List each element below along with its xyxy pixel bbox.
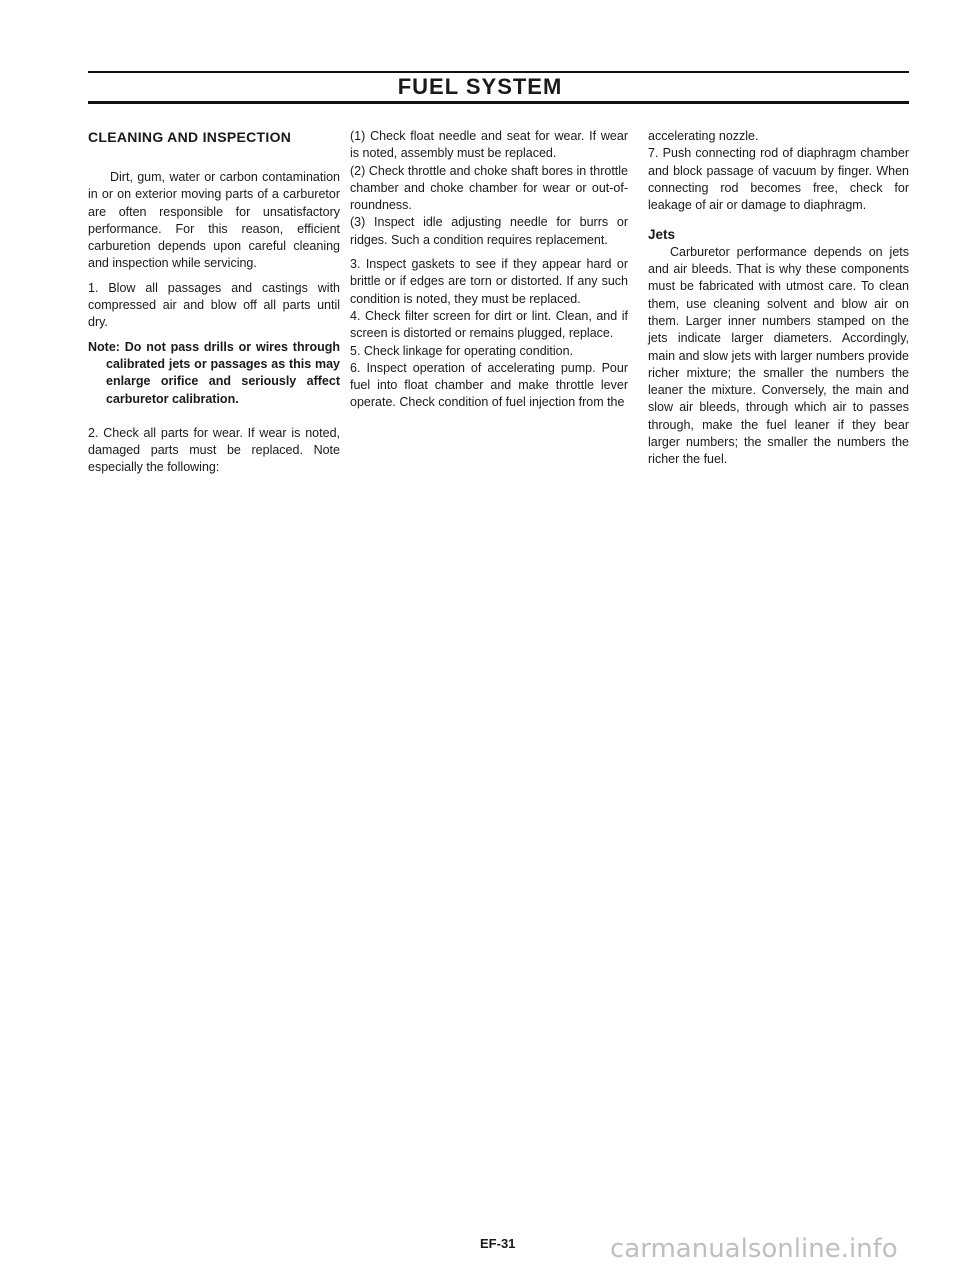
- note-paragraph: Note: Do not pass drills or wires through calibrated jets or passages as this may enlarge orifice and seriously affect carburetor calibration.: [88, 339, 340, 406]
- right-column: [648, 128, 909, 469]
- item-3: (3) Inspect idle adjusting needle for burrs or ridges. Such a condition requires replacement.: [350, 215, 628, 247]
- continued-text: accelerating nozzle.: [648, 129, 759, 143]
- step-5: 5. Check linkage for operating condition.: [350, 343, 574, 358]
- step-1: 1. Blow all passages and castings with compressed air and blow off all parts until dry.: [88, 280, 340, 330]
- step-7: 7. Push connecting rod of diaphragm chamber and block passage of vacuum by finger. When connecting rod becomes free, check for leakage of air or damage to diaphragm.: [648, 146, 909, 213]
- item-1: (1) Check float needle and seat for wear. If wear is noted, assembly must be replaced.: [350, 129, 628, 161]
- page-number: EF-31: [480, 1236, 516, 1251]
- jets-subheading: Jets: [648, 227, 676, 243]
- step-6: 6. Inspect operation of accelerating pump. Pour fuel into float chamber and make throttle lever operate. Check condition of fuel injection from the: [350, 360, 628, 410]
- page-title: FUEL SYSTEM: [397, 74, 563, 99]
- item-2: (2) Check throttle and choke shaft bores in throttle chamber and choke chamber for wear or out-of-roundness.: [350, 163, 628, 213]
- watermark: carmanualsonline.info: [610, 1234, 898, 1264]
- left-column: [88, 128, 340, 477]
- step-4: 4. Check filter screen for dirt or lint. Clean, and if screen is distorted or remains plugged, replace.: [350, 308, 628, 341]
- header-rule-bottom: [88, 101, 909, 104]
- middle-column: [350, 128, 628, 412]
- jets-paragraph: Carburetor performance depends on jets and air bleeds. That is why these components must be fabricated with utmost care. To clean them, use cleaning solvent and blow air on them. Larger inner numbers stamped on the jets indicate larger diameters. Accordingly, main and slow jets with larger numbers provide richer mixture; the smaller the numbers the leaner the mixture. Conversely, the main and slow air bleeds, through which air to passes through, make the fuel leaner if they bear larger numbers; the smaller the numbers the richer the fuel.: [648, 244, 909, 467]
- section-heading: CLEANING AND INSPECTION: [88, 129, 292, 145]
- step-2: 2. Check all parts for wear. If wear is noted, damaged parts must be replaced. Note especially the following:: [88, 425, 340, 475]
- intro-paragraph: Dirt, gum, water or carbon contamination in or on exterior moving parts of a carburetor are often responsible for unsatisfactory performance. For this reason, efficient carburetion depends upon careful cleaning and inspection while servicing.: [88, 170, 340, 271]
- step-3: 3. Inspect gaskets to see if they appear hard or brittle or if edges are torn or distorted. If any such condition is noted, they must be replaced.: [350, 257, 628, 306]
